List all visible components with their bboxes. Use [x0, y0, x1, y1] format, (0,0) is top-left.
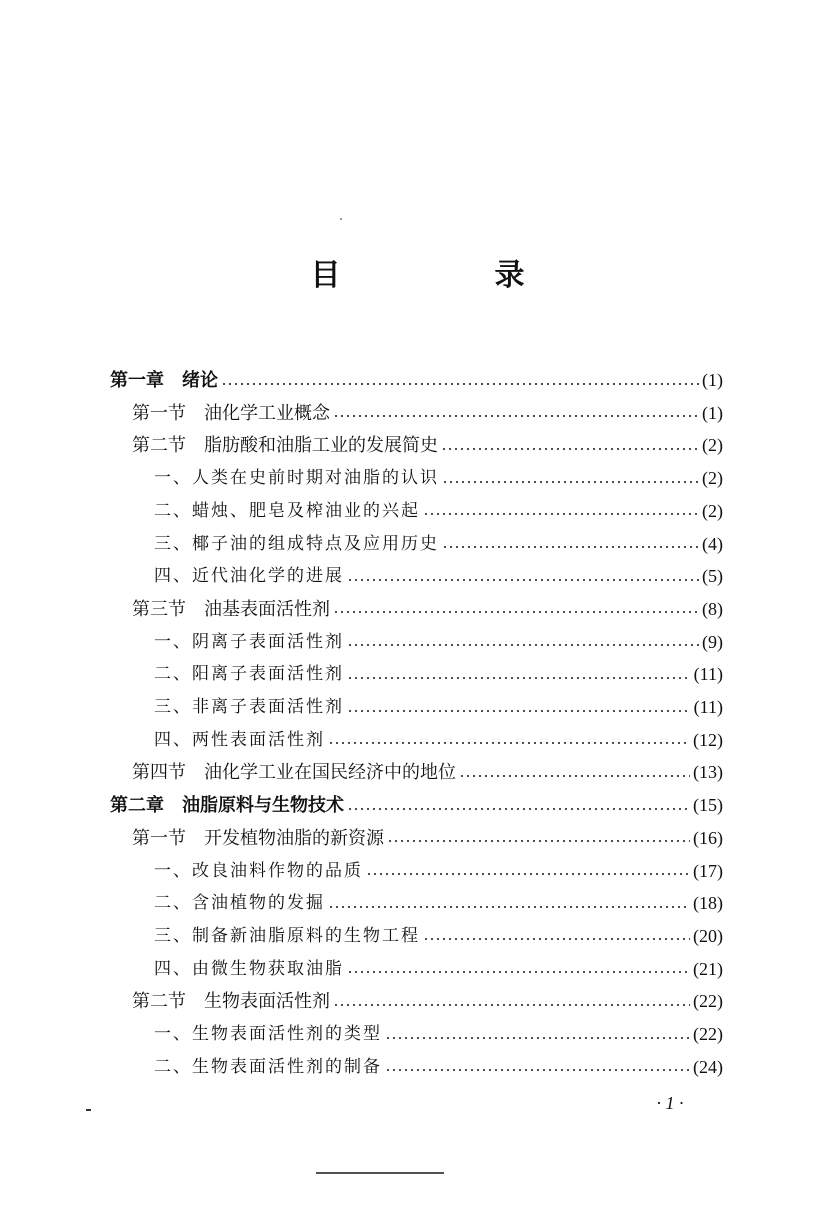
toc-item-row[interactable] [154, 495, 723, 528]
dot-leader [347, 644, 699, 646]
toc-section-row[interactable] [132, 429, 723, 462]
toc-entry-title: 二、阳离子表面活性剂 [154, 664, 344, 685]
toc-page-number: (2) [702, 435, 723, 456]
toc-entry-title: 三、非离子表面活性剂 [154, 697, 344, 717]
scan-rule [316, 1172, 444, 1174]
toc-entry-title: 第一节 油化学工业概念 [132, 402, 330, 424]
toc-item-row[interactable] [154, 560, 723, 593]
toc-chapter-row[interactable] [110, 789, 723, 822]
toc-item-row[interactable] [154, 855, 723, 888]
toc-entry-title: 第一章 绪论 [110, 370, 218, 391]
toc-entry-title: 第一节 开发植物油脂的新资源 [132, 827, 384, 849]
dot-leader [385, 1069, 690, 1071]
toc-entry-title: 二、蜡烛、肥皂及榨油业的兴起 [154, 500, 420, 521]
toc-entry-title: 第二节 脂肪酸和油脂工业的发展简史 [132, 435, 438, 457]
toc-chapter-row[interactable] [110, 364, 723, 397]
dot-leader [347, 710, 691, 712]
toc-page-number: (24) [693, 1056, 723, 1077]
dot-leader [347, 579, 699, 581]
toc-entry-title: 第二节 生物表面活性剂 [132, 991, 330, 1013]
toc-page-number: (13) [693, 762, 723, 783]
dot-leader [442, 546, 699, 548]
toc-entry-title: 四、由微生物获取油脂 [154, 958, 344, 979]
toc-item-row[interactable] [154, 1018, 723, 1051]
dot-leader [347, 677, 691, 679]
toc-entry-title: 一、阴离子表面活性剂 [154, 631, 344, 652]
toc-page-number: (2) [702, 468, 723, 489]
toc-page-number: (20) [693, 925, 723, 946]
toc-item-row[interactable] [154, 528, 723, 561]
dot-leader [423, 513, 699, 515]
toc-page-number: (21) [693, 958, 723, 979]
toc-entry-title: 三、制备新油脂原料的生物工程 [154, 925, 420, 946]
toc-page-number: (1) [702, 370, 723, 390]
toc-section-row[interactable] [132, 397, 723, 430]
toc-page-number: (11) [693, 664, 723, 685]
toc-item-row[interactable] [154, 691, 723, 724]
scan-speck [340, 218, 342, 220]
toc-item-row[interactable] [154, 626, 723, 659]
dot-leader [387, 840, 690, 842]
scan-mark [86, 1109, 91, 1111]
toc-entry-title: 二、生物表面活性剂的制备 [154, 1056, 382, 1077]
toc-item-row[interactable] [154, 724, 723, 757]
toc-page-number: (16) [693, 827, 723, 848]
toc-page-number: (22) [693, 1024, 723, 1044]
dot-leader [442, 481, 699, 483]
toc-item-row[interactable] [154, 953, 723, 986]
dot-leader [333, 611, 699, 613]
dot-leader [347, 971, 690, 973]
toc-page-number: (8) [702, 598, 723, 619]
dot-leader [423, 938, 690, 940]
toc-page-number: (2) [702, 500, 723, 521]
toc-entry-title: 三、椰子油的组成特点及应用历史 [154, 533, 439, 554]
page-number: · 1 · [656, 1093, 684, 1113]
dot-leader [366, 873, 690, 875]
dot-leader [221, 383, 699, 385]
toc-page-number: (1) [702, 402, 723, 423]
toc-item-row[interactable] [154, 887, 723, 920]
dot-leader [328, 906, 690, 908]
dot-leader [328, 742, 690, 744]
toc-entry-title: 一、人类在史前时期对油脂的认识 [154, 468, 439, 489]
toc-entry-title: 第二章 油脂原料与生物技术 [110, 795, 344, 817]
toc-page-number: (17) [693, 860, 723, 881]
toc-page-number: (12) [693, 729, 723, 750]
toc-section-row[interactable] [132, 822, 723, 855]
toc-section-row[interactable] [132, 985, 723, 1018]
toc-entry-title: 四、近代油化学的进展 [154, 566, 344, 587]
dot-leader [333, 415, 699, 417]
toc-page-number: (4) [702, 533, 723, 554]
dot-leader [459, 775, 690, 777]
toc-item-row[interactable] [154, 1051, 723, 1084]
page-title: 目 录 [310, 258, 587, 293]
toc-page-number: (18) [693, 893, 723, 914]
toc-section-row[interactable] [132, 593, 723, 626]
dot-leader [333, 1004, 690, 1006]
toc-page-number: (9) [702, 631, 723, 652]
toc-item-row[interactable] [154, 658, 723, 691]
dot-leader [347, 808, 690, 810]
toc-entry-title: 第四节 油化学工业在国民经济中的地位 [132, 762, 456, 784]
toc-section-row[interactable] [132, 756, 723, 789]
toc-entry-title: 二、含油植物的发掘 [154, 893, 325, 914]
dot-leader [441, 448, 699, 450]
toc-page-number: (5) [702, 566, 723, 587]
dot-leader [385, 1037, 690, 1039]
toc-entry-title: 四、两性表面活性剂 [154, 729, 325, 750]
toc-page-number: (22) [693, 991, 723, 1012]
toc-item-row[interactable] [154, 920, 723, 953]
toc-entry-title: 一、生物表面活性剂的类型 [154, 1024, 382, 1044]
toc-page-number: (15) [693, 795, 723, 816]
toc-entry-title: 第三节 油基表面活性剂 [132, 598, 330, 620]
toc-page-number: (11) [693, 697, 723, 717]
toc-item-row[interactable] [154, 462, 723, 495]
toc-entry-title: 一、改良油料作物的品质 [154, 860, 363, 881]
